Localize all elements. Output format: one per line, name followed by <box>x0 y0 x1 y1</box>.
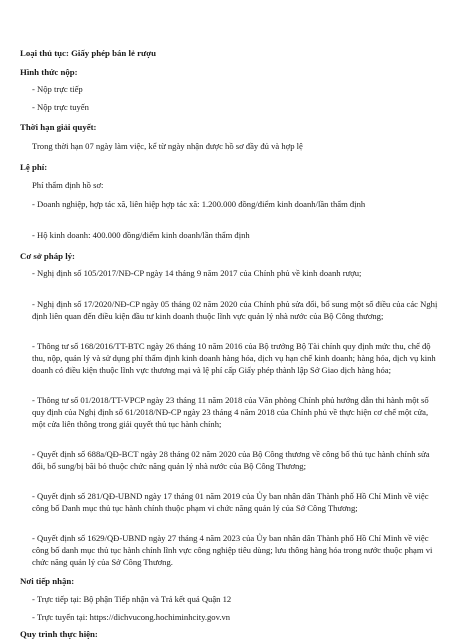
legal-basis-item: - Quyết định số 688a/QĐ-BCT ngày 28 tháng 02 năm 2020 của Bộ Công thương về công bố thủ tục hành chính sửa đổi, bổ sung/bị bãi bỏ thuộc chức năng quản lý nhà nước của Bộ Công Thương; <box>32 449 430 471</box>
receiving-place-heading: Nơi tiếp nhận: <box>20 576 75 586</box>
submission-item: - Nộp trực tuyến <box>32 102 89 112</box>
legal-basis-item: - Quyết định số 281/QĐ-UBND ngày 17 tháng 01 năm 2019 của Ủy ban nhân dân Thành phố Hồ Chí Minh về việc công bố Danh mục thủ tục hành chính thuộc phạm vi chức năng quản lý của Sở Công Thương; <box>32 491 429 513</box>
procedure-type-title: Loại thủ tục: Giấy phép bán lẻ rượu <box>20 48 157 58</box>
fees-heading: Lệ phí: <box>20 162 48 172</box>
legal-basis-item: - Quyết định số 1629/QĐ-UBND ngày 27 tháng 4 năm 2023 của Ủy ban nhân dân Thành phố Hồ Chí Minh về việc công bố danh mục thủ tục hành chính lĩnh vực công nghiệp tiêu dùng; lưu thông hàng hóa trong nước thuộc phạm vi chức năng quản lý của Sở Công Thương. <box>32 533 433 567</box>
legal-basis-item: - Thông tư số 168/2016/TT-BTC ngày 26 tháng 10 năm 2016 của Bộ trưởng Bộ Tài chính quy định mức thu, chế độ thu, nộp, quản lý và sử dụng phí thẩm định kinh doanh hàng hóa, dịch vụ hạn chế kinh doanh; hàng hóa, dịch vụ kinh doanh có điều kiện thuộc lĩnh vực thương mại và lệ phí cấp Giấy phép thành lập Sở Giao dịch hàng hóa; <box>32 341 436 375</box>
legal-basis-item: - Thông tư số 01/2018/TT-VPCP ngày 23 tháng 11 năm 2018 của Văn phòng Chính phủ hướng dẫn thi hành một số quy định của Nghị định số 61/2018/NĐ-CP ngày 23 tháng 4 năm 2018 của Chính phủ về thực hiện cơ chế một cửa, một cửa liên thông trong giải quyết thủ tục hành chính; <box>32 395 429 429</box>
legal-basis-heading: Cơ sở pháp lý: <box>20 251 75 261</box>
submission-heading: Hình thức nộp: <box>20 67 78 77</box>
fees-item: - Hộ kinh doanh: 400.000 đồng/điểm kinh doanh/lần thẩm định <box>32 230 250 240</box>
receiving-place-item: - Trực tuyến tại: https://dichvucong.hochiminhcity.gov.vn <box>32 612 231 622</box>
processing-time-text: Trong thời hạn 07 ngày làm việc, kể từ ngày nhận được hồ sơ đầy đủ và hợp lệ <box>32 141 303 151</box>
legal-basis-item: - Nghị định số 17/2020/NĐ-CP ngày 05 tháng 02 năm 2020 của Chính phủ sửa đổi, bổ sung một số điều của các Nghị định liên quan đến điều kiện đầu tư kinh doanh thuộc lĩnh vực quản lý nhà nước của Bộ Công thương; <box>32 299 438 321</box>
submission-item: - Nộp trực tiếp <box>32 84 83 94</box>
processing-time-heading: Thời hạn giải quyết: <box>20 122 97 132</box>
fees-item: - Doanh nghiệp, hợp tác xã, liên hiệp hợp tác xã: 1.200.000 đồng/điểm kinh doanh/lần thẩm định <box>32 199 366 209</box>
legal-basis-item: - Nghị định số 105/2017/NĐ-CP ngày 14 tháng 9 năm 2017 của Chính phủ về kinh doanh rượu; <box>32 268 362 278</box>
fees-intro: Phí thẩm định hồ sơ: <box>32 180 104 190</box>
process-heading: Quy trình thực hiện: <box>20 629 98 639</box>
receiving-place-item: - Trực tiếp tại: Bộ phận Tiếp nhận và Trả kết quả Quận 12 <box>32 594 232 604</box>
